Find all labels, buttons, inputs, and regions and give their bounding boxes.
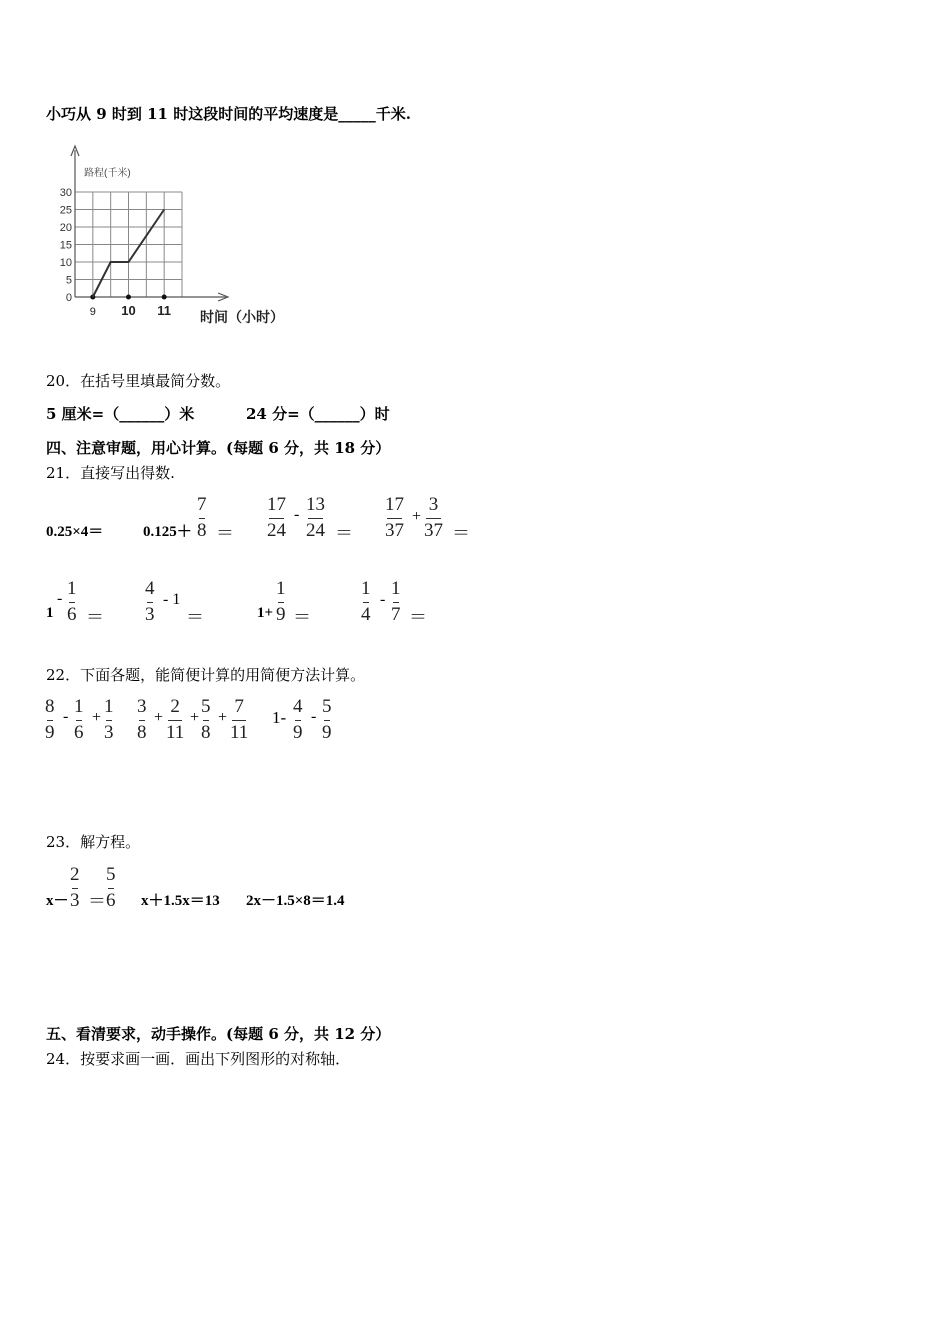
q23-eq1-frac-2	[106, 864, 116, 912]
equals-sign: ＝	[86, 607, 104, 627]
x-tick-labels	[90, 295, 171, 319]
numerator: 1	[74, 696, 84, 717]
plus-sign: +	[92, 709, 102, 726]
q21-expr-4-frac-b	[424, 494, 443, 542]
plus-sign: +	[218, 709, 228, 726]
denominator: 37	[424, 520, 443, 541]
q24-title-text: 24．按要求画一画．画出下列图形的对称轴．	[46, 1050, 351, 1068]
numerator: 17	[267, 494, 286, 515]
q21-expr-2-prefix: 0.125＋	[143, 524, 192, 540]
denominator: 9	[293, 722, 303, 743]
numerator: 2	[70, 864, 80, 885]
plus-sign: +	[190, 709, 200, 726]
x-tick-label: 10	[121, 303, 136, 318]
denominator: 7	[391, 604, 401, 625]
q20-title	[46, 370, 230, 391]
numerator: 1	[276, 578, 286, 599]
x-tick-label: 9	[89, 306, 96, 318]
q22-title-text: 22．下面各题，能简便计算的用简便方法计算。	[46, 666, 366, 684]
denominator: 8	[201, 722, 211, 743]
y-tick-label: 25	[59, 204, 72, 217]
denominator: 4	[361, 604, 371, 625]
numerator: 5	[106, 864, 116, 885]
equals-sign: ＝	[409, 607, 427, 627]
q20-item-minutes: 24 分=（______）时	[246, 405, 390, 423]
q23-eq1-prefix: x－	[46, 893, 69, 909]
q23-eq3: 2x－1.5×8＝1.4	[246, 893, 345, 909]
denominator: 9	[45, 722, 55, 743]
q23-title-text: 23．解方程。	[46, 833, 141, 851]
x-axis-label: 时间（小时）	[200, 309, 284, 325]
q21-expr-5-fraction	[67, 578, 77, 626]
q21-expr-6-minus-one: - 1	[163, 591, 181, 608]
equals-sign: ＝	[88, 891, 106, 911]
q21-expr-2-fraction	[197, 494, 207, 542]
numerator: 5	[322, 696, 332, 717]
q22-g3-frac-2	[322, 696, 332, 744]
denominator: 6	[74, 722, 84, 743]
denominator: 37	[385, 520, 404, 541]
q21-expr-3-frac-a	[267, 494, 286, 542]
q21-expr-8-frac-a	[361, 578, 371, 626]
numerator: 7	[234, 696, 244, 717]
equals-sign: ＝	[452, 523, 470, 543]
denominator: 6	[67, 604, 77, 625]
denominator: 11	[230, 722, 249, 743]
q21-expr-5-whole: 1	[46, 605, 54, 621]
denominator: 9	[276, 604, 286, 625]
y-tick-label: 20	[59, 222, 72, 234]
y-tick-label: 5	[65, 274, 72, 287]
minus-sign: -	[294, 506, 300, 523]
q21-title-text: 21．直接写出得数.	[46, 464, 175, 482]
q23-eq2: x＋1.5x＝13	[141, 893, 220, 909]
section5-title: 五、看清要求，动手操作。(每题 6 分，共 12 分）	[46, 1025, 391, 1043]
denominator: 24	[267, 520, 286, 541]
numerator: 1	[391, 578, 401, 599]
minus-sign: -	[57, 590, 63, 607]
chart-grid	[75, 192, 182, 297]
q24-title	[46, 1048, 350, 1069]
numerator: 17	[385, 494, 404, 515]
numerator: 5	[201, 696, 211, 717]
q21-expr-7-prefix: 1+	[257, 605, 274, 621]
q21-expr-7-fraction	[276, 578, 286, 626]
q22-g1-frac-1	[45, 696, 55, 744]
q22-g2-frac-2	[166, 696, 184, 744]
numerator: 1	[104, 696, 114, 717]
numerator: 7	[197, 494, 207, 515]
plus-sign: +	[412, 508, 422, 525]
y-tick-label: 30	[59, 187, 72, 199]
q21-expr-4-frac-a	[385, 494, 404, 542]
y-tick-label: 0	[65, 292, 72, 304]
minus-sign: -	[63, 708, 69, 725]
distance-time-chart	[50, 140, 310, 335]
x-tick-label: 11	[157, 303, 172, 318]
q22-g3-prefix: 1-	[272, 708, 287, 727]
denominator: 8	[137, 722, 147, 743]
denominator: 3	[70, 890, 80, 911]
q22-g2-frac-3	[201, 696, 211, 744]
q23-eq1-frac-1	[70, 864, 80, 912]
q22-g2-frac-1	[137, 696, 147, 744]
q20-title-text: 20．在括号里填最简分数。	[46, 372, 231, 390]
equals-sign: ＝	[335, 523, 353, 543]
denominator: 24	[306, 520, 325, 541]
q22-g1-frac-2	[74, 696, 84, 744]
equals-sign: ＝	[186, 607, 204, 627]
q21-title	[46, 462, 175, 483]
minus-sign: -	[311, 708, 317, 725]
q23-title	[46, 831, 140, 852]
minus-sign: -	[380, 591, 386, 608]
x-tick-dot	[162, 295, 167, 300]
numerator: 3	[428, 494, 439, 515]
q19-text: 小巧从 9 时到 11 时这段时间的平均速度是_____千米.	[46, 105, 411, 123]
q22-g2-frac-4	[230, 696, 248, 744]
numerator: 4	[145, 578, 155, 599]
denominator: 6	[106, 890, 116, 911]
denominator: 3	[104, 722, 114, 743]
numerator: 3	[137, 696, 147, 717]
equals-sign: ＝	[216, 523, 234, 543]
y-axis-label: 路程(千米)	[84, 168, 131, 179]
q21-expr-3-frac-b	[306, 494, 325, 542]
q21-expr-1: 0.25×4＝	[46, 524, 104, 540]
equals-sign: ＝	[293, 607, 311, 627]
numerator: 8	[45, 696, 55, 717]
q21-expr-6-fraction	[145, 578, 155, 626]
numerator: 13	[306, 494, 325, 515]
q21-expr-8-frac-b	[391, 578, 401, 626]
numerator: 2	[170, 696, 180, 717]
q22-g1-frac-3	[104, 696, 114, 744]
denominator: 8	[197, 520, 207, 541]
denominator: 11	[166, 722, 185, 743]
plus-sign: +	[154, 709, 164, 726]
section4-title: 四、注意审题，用心计算。(每题 6 分，共 18 分）	[46, 439, 391, 457]
denominator: 9	[322, 722, 332, 743]
y-tick-label: 10	[59, 257, 72, 269]
numerator: 1	[67, 578, 77, 599]
q20-item-cm: 5 厘米=（______）米	[46, 405, 195, 423]
numerator: 4	[293, 696, 303, 717]
denominator: 3	[145, 604, 155, 625]
y-tick-labels	[60, 187, 72, 304]
numerator: 1	[361, 578, 371, 599]
y-tick-label: 15	[59, 239, 72, 252]
x-tick-dot	[126, 295, 131, 300]
q22-g3-frac-1	[293, 696, 303, 744]
q22-title	[46, 664, 365, 685]
